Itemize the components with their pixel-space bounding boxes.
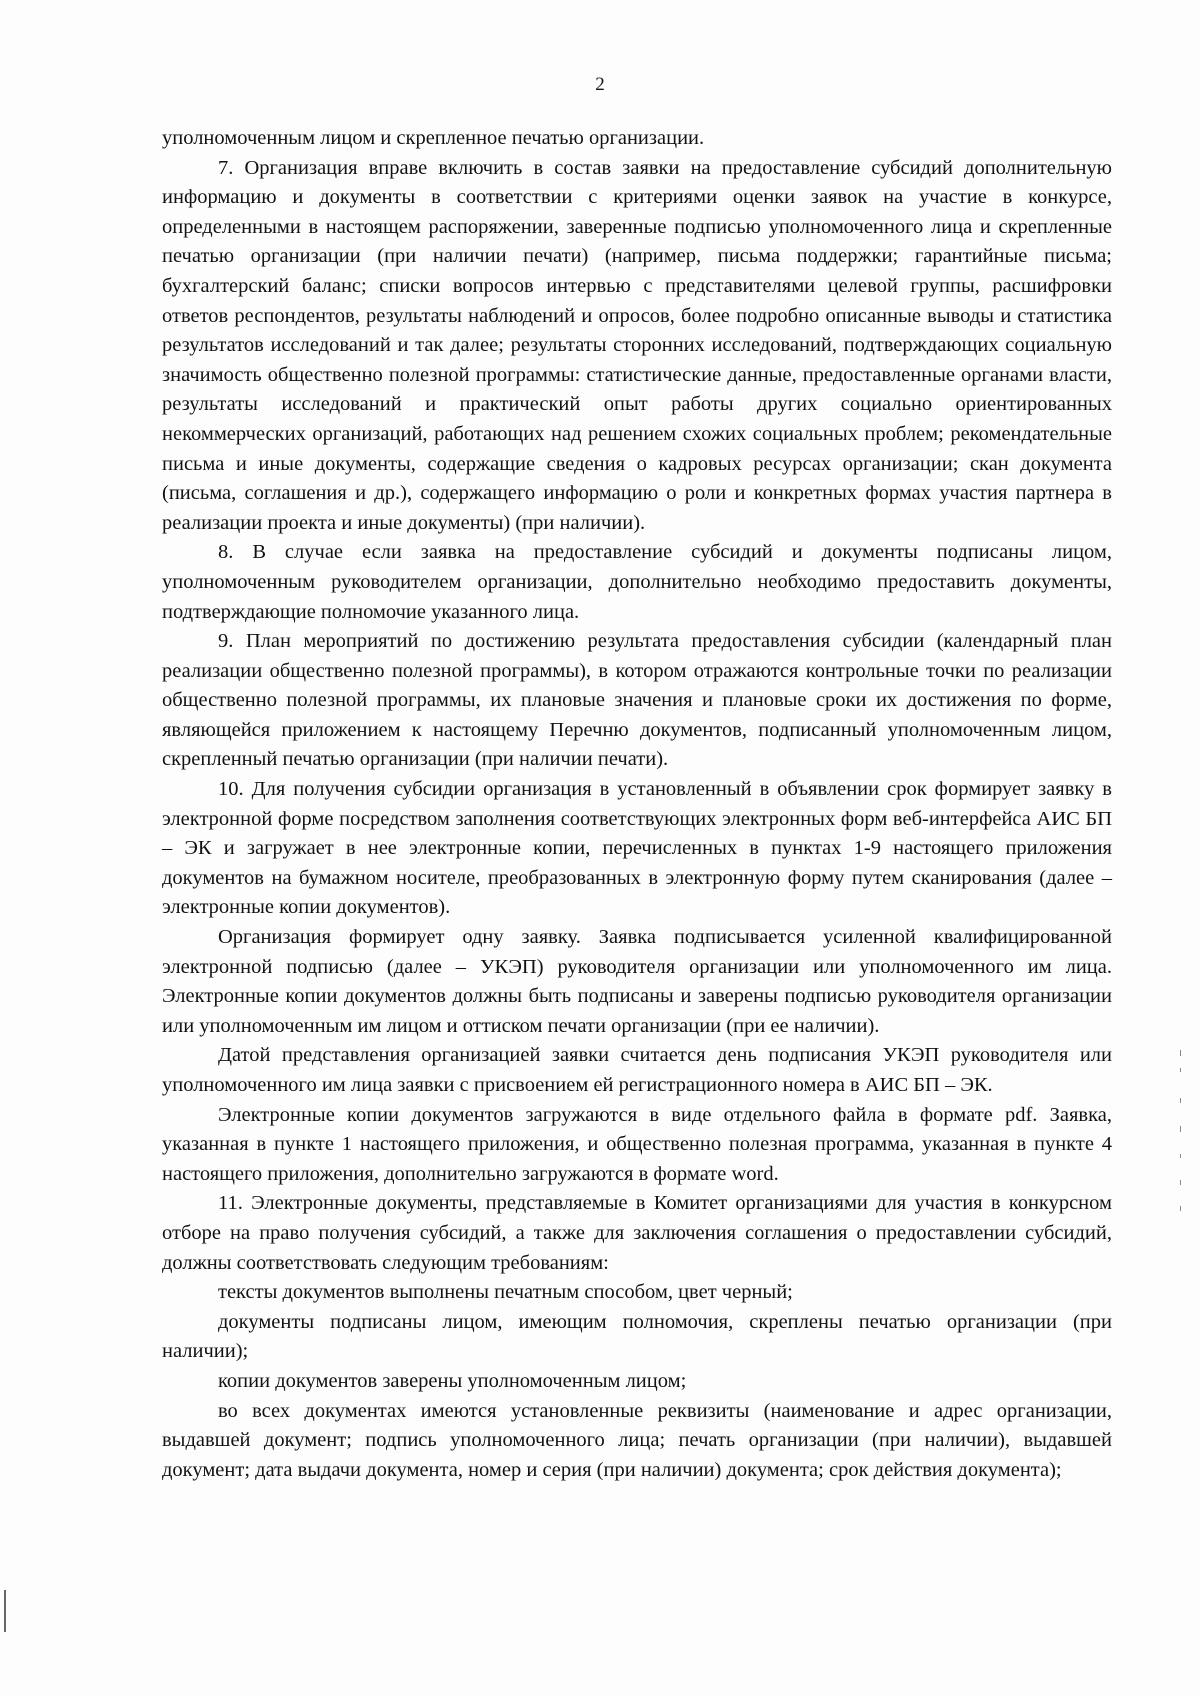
page-number: 2 — [595, 74, 605, 95]
paragraph-submission-date: Датой представления организацией заявки считается день подписания УКЭП руководителя или уполномоченного им лица заявки с присвоением ей регистрационного номера в АИС БП – ЭК. — [162, 1044, 1112, 1096]
paragraph-item-11: 11. Электронные документы, представляемые в Комитет организациями для участия в конкурсном отборе на право получения субсидий, а также для заключения соглашения о предоставлении субсидий, должны соответствовать следующим требованиям: — [162, 1192, 1112, 1274]
paragraph-item-7: 7. Организация вправе включить в состав заявки на предоставление субсидий дополнительную информацию и документы в соответствии с критериями оценки заявок на участие в конкурсе, определенными в настоящем распоряжении, заверенные подписью уполномоченного лица и скрепленные печатью организации (при наличии печати) (например, письма поддержки; гарантийные письма; бухгалтерский баланс; списки вопросов интервью с представителями целевой группы, расшифровки ответов респондентов, результаты наблюдений и опросов, более подробно описанные выводы и статистика результатов исследований и так далее; результаты сторонних исследований, подтверждающих социальную значимость общественно полезной программы: статистические данные, предоставленные органами власти, результаты исследований и практический опыт работы других социально ориентированных некоммерческих организаций, работающих над решением схожих социальных проблем; рекомендательные письма и иные документы, содержащие сведения о кадровых ресурсах организации; скан документа (письма, соглашения и др.), содержащего информацию о роли и конкретных формах участия партнера в реализации проекта и иные документы) (при наличии). — [162, 156, 1112, 534]
document-body — [162, 124, 1112, 1485]
scan-artifact — [1180, 1068, 1181, 1072]
scan-artifact — [1180, 1180, 1181, 1185]
scan-artifact — [1180, 1050, 1181, 1056]
paragraph-item-8: 8. В случае если заявка на предоставление субсидий и документы подписаны лицом, уполномоченным руководителем организации, дополнительно необходимо предоставить документы, подтверждающие полномочие указанного лица. — [162, 541, 1112, 623]
scan-artifact — [1180, 1206, 1181, 1211]
paragraph-item-10: 10. Для получения субсидии организация в установленный в объявлении срок формирует заявку в электронной форме посредством заполнения соответствующих электронных форм веб-интерфейса АИС БП – ЭК и загружает в нее электронные копии, перечисленных в пунктах 1-9 настоящего приложения документов на бумажном носителе, преобразованных в электронную форму путем сканирования (далее – электронные копии документов). — [162, 778, 1112, 919]
paragraph-file-format: Электронные копии документов загружаются в виде отдельного файла в формате pdf. Заявка, указанная в пункте 1 настоящего приложения, и общественно полезная программа, указанная в пункте 4 настоящего приложения, дополнительно загружаются в формате word. — [162, 1103, 1112, 1185]
requirement-printed: тексты документов выполнены печатным способом, цвет черный; — [218, 1281, 793, 1304]
requirement-details: во всех документах имеются установленные реквизиты (наименование и адрес организации, выдавшей документ; подпись уполномоченного лица; печать организации (при наличии), выдавшей документ; дата выдачи документа, номер и серия (при наличии) документа; срок действия документа); — [162, 1399, 1112, 1481]
scan-edge-artifact — [4, 1590, 6, 1632]
scan-artifact — [1180, 1154, 1181, 1158]
requirement-signed: документы подписаны лицом, имеющим полномочия, скреплены печатью организации (при наличии); — [162, 1310, 1112, 1363]
paragraph-item-9: 9. План мероприятий по достижению результата предоставления субсидии (календарный план реализации общественно полезной программы), в котором отражаются контрольные точки по реализации общественно полезной программы, их плановые значения и плановые сроки их достижения по форме, являющейся приложением к настоящему Перечню документов, подписанный уполномоченным лицом, скрепленный печатью организации (при наличии печати). — [162, 630, 1112, 771]
requirement-certified: копии документов заверены уполномоченным лицом; — [218, 1369, 687, 1392]
scan-artifact — [1180, 1098, 1181, 1103]
scan-artifact — [1180, 1126, 1181, 1132]
paragraph-one-application: Организация формирует одну заявку. Заявка подписывается усиленной квалифицированной электронной подписью (далее – УКЭП) руководителя организации или уполномоченного им лица. Электронные копии документов должны быть подписаны и заверены подписью руководителя организации или уполномоченным им лицом и оттиском печати организации (при ее наличии). — [162, 926, 1112, 1037]
paragraph: уполномоченным лицом и скрепленное печатью организации. — [162, 127, 705, 149]
